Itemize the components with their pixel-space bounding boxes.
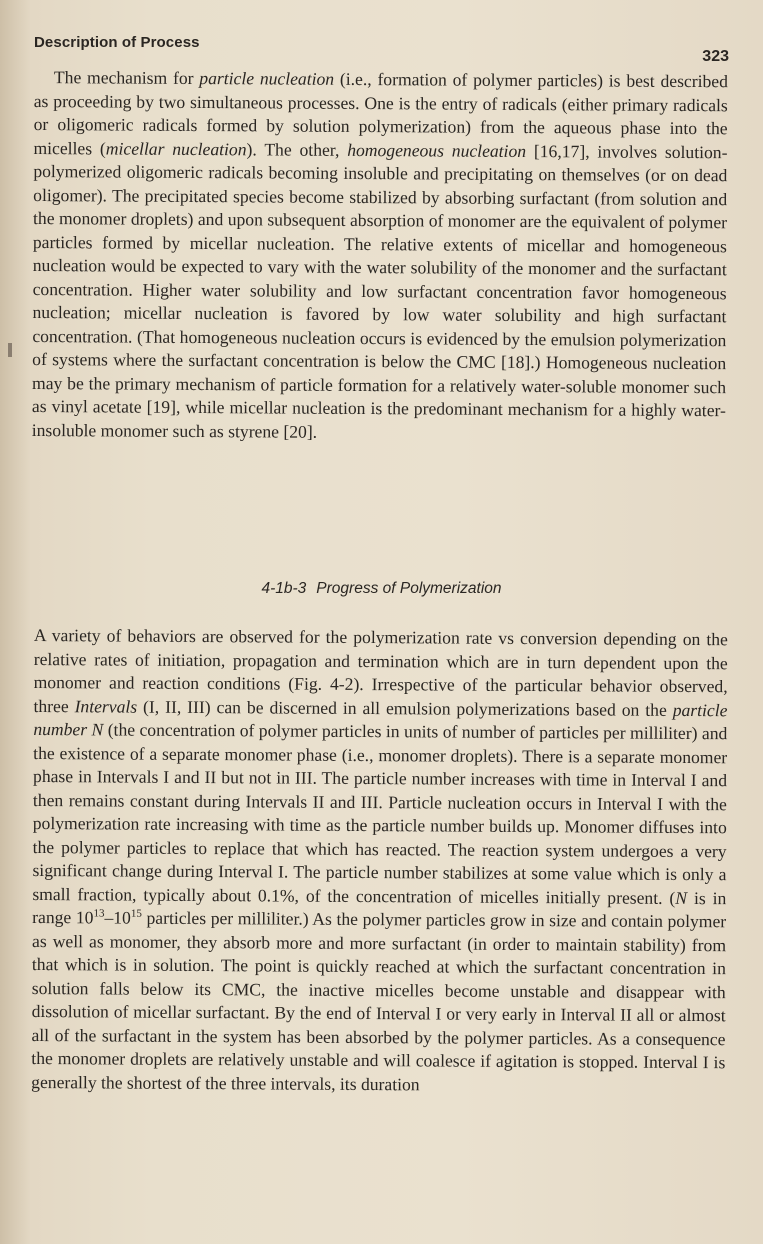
section-heading xyxy=(0,580,763,598)
text-run: [16,17], involves solution-polymerized oligomeric radicals becoming insoluble and precipitating on themselves (or on dead oligomer). The precipitated species become stabilized by absorbing surfactant (from solution and the monomer droplets) and upon subsequent absorption of monomer are the equivalent of polymer particles formed by micellar nucleation. The relative extents of micellar and homogeneous nucleation would be expected to vary with the water solubility of the monomer and the surfactant concentration. Higher water solubility and low surfactant concentration favor homogeneous nucleation; micellar nucleation is favored by low water solubility and high surfactant concentration. (That homogeneous nucleation occurs is evidenced by the emulsion polymerization of systems where the surfactant concentration is below the CMC [18].) Homogeneous nucleation may be the primary mechanism of particle formation for a relatively water-soluble monomer such as vinyl acetate [19], while micellar nucleation is the predominant mechanism for a highly water-insoluble monomer such as styrene [20]. xyxy=(31,140,728,442)
italic-term: Intervals xyxy=(74,695,138,717)
italic-term: micellar nucleation xyxy=(105,137,247,159)
text-run: The mechanism for xyxy=(53,67,200,89)
italic-term: homogeneous nucleation xyxy=(347,139,527,161)
text-run: (the concentration of polymer particles in units of number of particles per milliliter) and the existence of a separate monomer phase (i.e., monomer droplets). There is a separate monomer phase in Intervals I and II but not in III. The particle number increases with time in Interval I and then remains constant during Intervals II and III. Particle nucleation occurs in Interval I with the polymerization rate increasing with time as the particle number builds up. Monomer diffuses into the polymer particles to replace that which has reacted. The reaction system undergoes a very significant change during Interval I. The particle number stabilizes at some value which is only a small fraction, typically about 0.1%, of the concentration of micelles initially present. ( xyxy=(32,719,728,908)
section-number: 4-1b-3 xyxy=(261,580,307,597)
section-title: Progress of Polymerization xyxy=(316,580,502,597)
italic-term: particle nucleation xyxy=(199,68,335,89)
italic-term: N xyxy=(675,887,688,908)
text-run: (i.e., formation of polymer particles) is best described as proceeding by two simultaneous processes. One is the entry of radicals (either primary radicals or oligomeric radicals formed by solution polymerization) from the aqueous phase into the micelles ( xyxy=(33,68,728,158)
text-run: is in range 10 xyxy=(32,887,727,928)
margin-mark xyxy=(8,343,12,357)
running-head: Description of Process xyxy=(34,34,200,51)
superscript: 15 xyxy=(130,907,142,920)
text-run: –10 xyxy=(104,907,131,928)
paragraph-progress-of-polymerization xyxy=(31,624,728,1098)
page-number: 323 xyxy=(702,48,729,65)
italic-term: particle number N xyxy=(33,699,728,740)
text-run: particles per milliliter.) As the polymer particles grow in size and contain polymer as well as monomer, they absorb more and more surfactant (in order to maintain stability) from that which is in solution. The point is quickly reached at which the surfactant concentration in solution falls below its CMC, the inactive micelles become unstable and disappear with dissolution of micellar surfactant. By the end of Interval I or very early in Interval II all or almost all of the surfactant in the system has been absorbed by the polymer particles. As a consequence the monomer droplets are relatively unstable and will coalesce if agitation is stopped. Interval I is generally the shortest of the three intervals, its duration xyxy=(31,907,727,1094)
text-run: ). The other, xyxy=(246,138,348,160)
text-run: (I, II, III) can be discerned in all emulsion polymerizations based on the xyxy=(137,696,673,720)
superscript: 13 xyxy=(93,907,105,920)
paragraph-particle-nucleation xyxy=(32,66,728,446)
text-run: A variety of behaviors are observed for the polymerization rate vs conversion depending on the relative rates of initiation, propagation and termination which are in turn dependent upon the monomer and reaction conditions (Fig. 4-2). Irrespective of the particular behavior observed, three xyxy=(33,625,728,716)
